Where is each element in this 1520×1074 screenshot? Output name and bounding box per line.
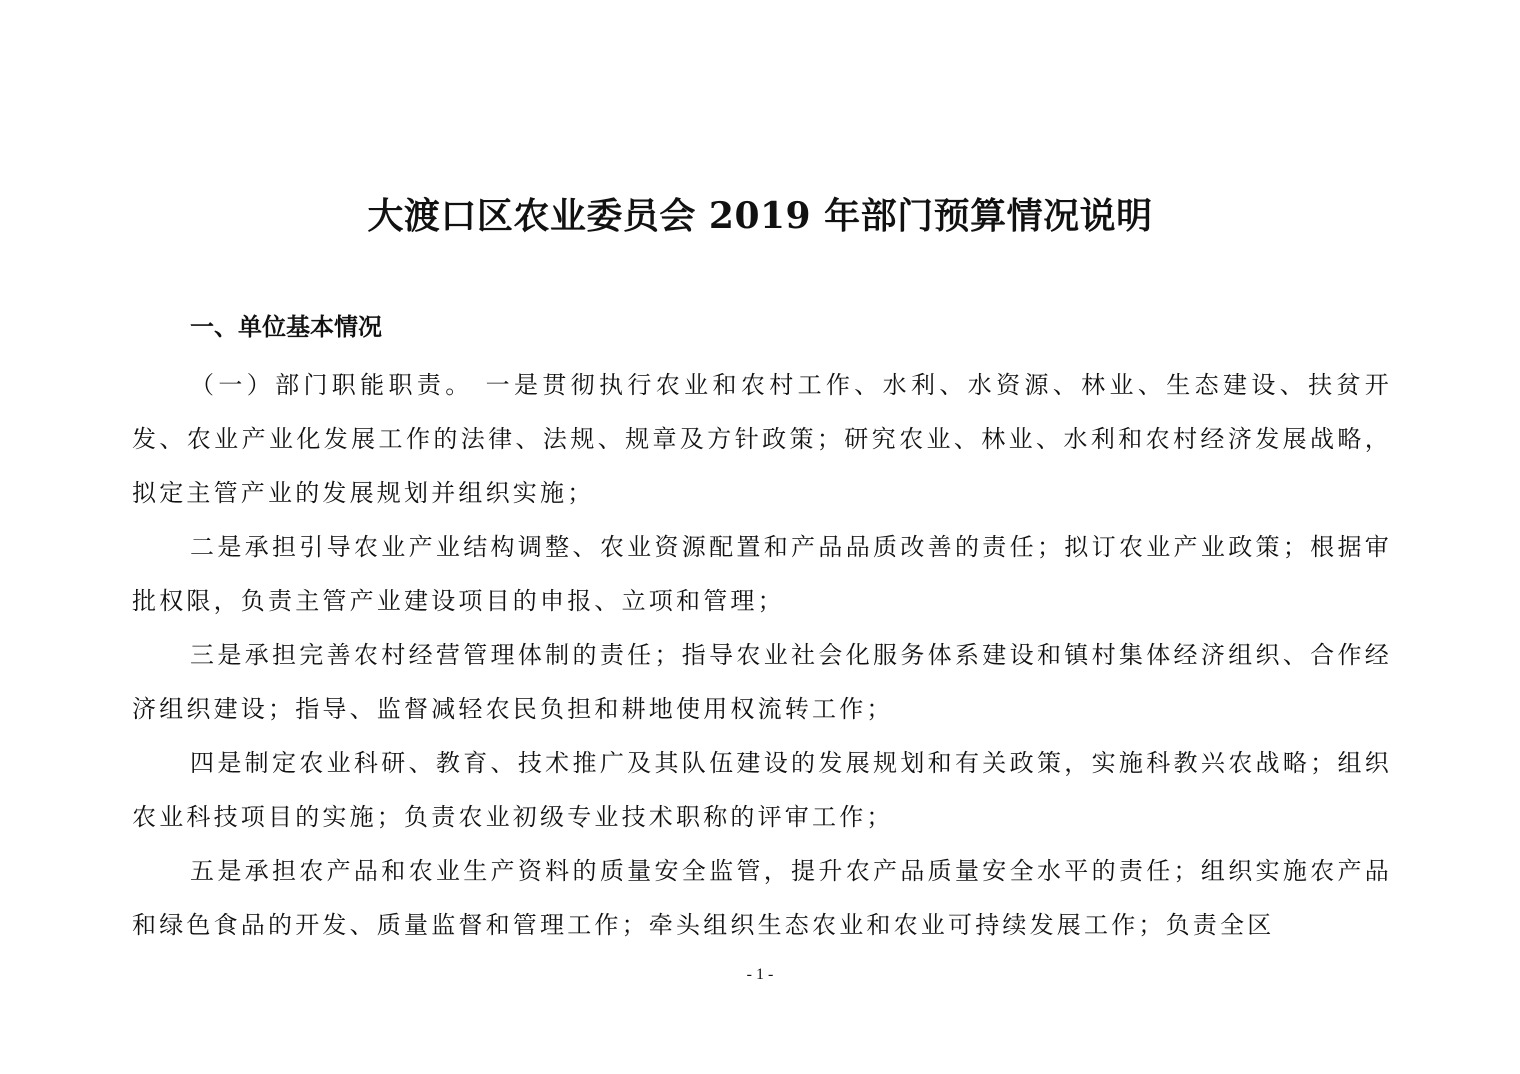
- body-text: [132, 358, 1392, 952]
- page-number: - 1 -: [746, 966, 774, 983]
- paragraph-duties-5: 五是承担农产品和农业生产资料的质量安全监管，提升农产品质量安全水平的责任；组织实施农产品和绿色食品的开发、质量监督和管理工作；牵头组织生态农业和农业可持续发展工作；负责全区: [132, 857, 1392, 939]
- section-heading: 一、单位基本情况: [190, 313, 382, 341]
- paragraph-duties-2: 二是承担引导农业产业结构调整、农业资源配置和产品品质改善的责任；拟订农业产业政策；根据审批权限，负责主管产业建设项目的申报、立项和管理；: [132, 533, 1392, 615]
- document-title: 大渡口区农业委员会 2019 年部门预算情况说明: [367, 195, 1153, 237]
- paragraph-duties-1: （一）部门职能职责。 一是贯彻执行农业和农村工作、水利、水资源、林业、生态建设、扶贫开发、农业产业化发展工作的法律、法规、规章及方针政策；研究农业、林业、水利和农村经济发展战略，拟定主管产业的发展规划并组织实施；: [132, 371, 1392, 507]
- paragraph-duties-3: 三是承担完善农村经营管理体制的责任；指导农业社会化服务体系建设和镇村集体经济组织、合作经济组织建设；指导、监督减轻农民负担和耕地使用权流转工作；: [132, 641, 1392, 723]
- paragraph-duties-4: 四是制定农业科研、教育、技术推广及其队伍建设的发展规划和有关政策，实施科教兴农战略；组织农业科技项目的实施；负责农业初级专业技术职称的评审工作；: [132, 749, 1392, 831]
